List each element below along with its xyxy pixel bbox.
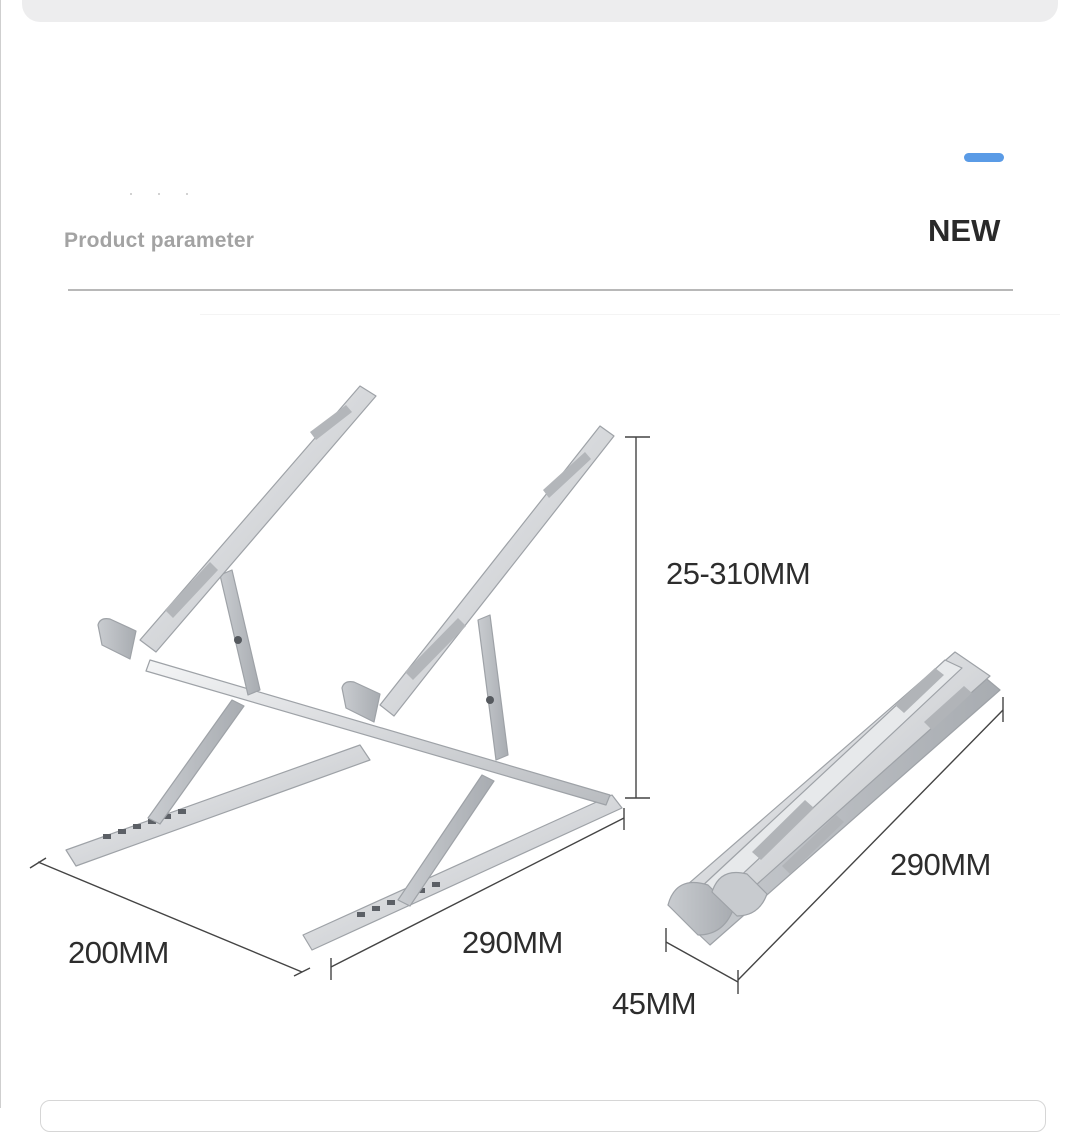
dimension-lines: [30, 437, 1003, 994]
bottom-card: [40, 1100, 1046, 1132]
decorative-dots: [130, 193, 190, 199]
faint-divider: [200, 314, 1060, 315]
upper-leg-left: [220, 570, 260, 695]
upper-leg-right: [478, 615, 508, 760]
open-stand: [66, 386, 622, 950]
top-card: [22, 0, 1058, 22]
hook-left: [98, 619, 136, 659]
new-badge: NEW: [928, 213, 1001, 248]
accent-dash-icon: [964, 153, 1004, 162]
height-range-label: 25-310MM: [666, 556, 811, 591]
section-title: Product parameter: [64, 229, 255, 252]
folded-length-label: 290MM: [890, 847, 991, 882]
base-rail-left: [66, 745, 370, 866]
length-label: 290MM: [462, 925, 563, 960]
folded-stand: [668, 652, 1000, 945]
hook-right: [342, 682, 380, 722]
width-label: 200MM: [68, 935, 169, 970]
header-divider: [68, 289, 1013, 291]
folded-thickness-label: 45MM: [612, 986, 697, 1021]
